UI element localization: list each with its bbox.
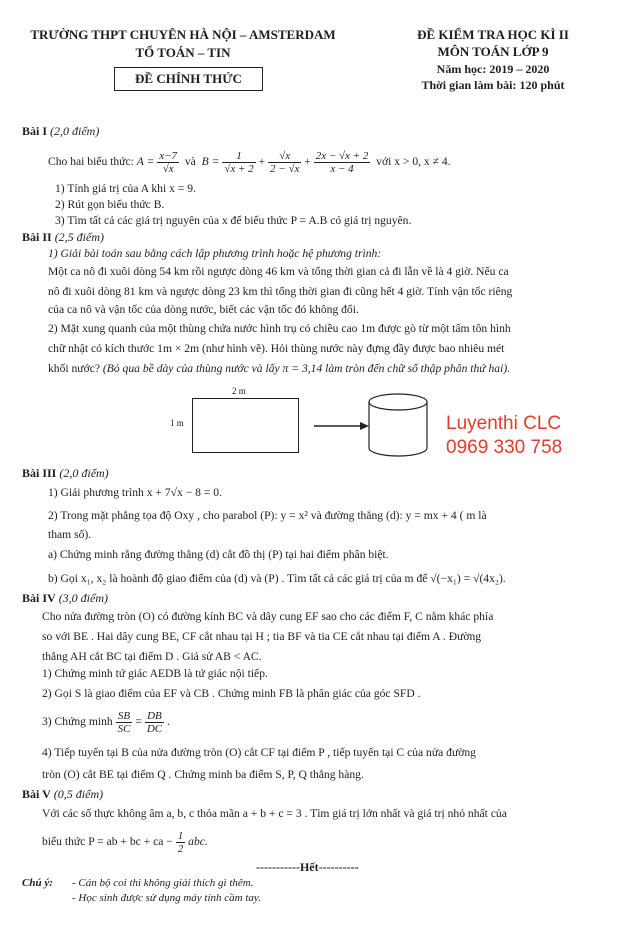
bai4-heading bbox=[22, 591, 108, 606]
sheet-rectangle bbox=[192, 398, 299, 453]
bai1-question-1: 1) Tính giá trị của A khi x = 9. bbox=[55, 182, 196, 195]
bai2-points: (2,5 điểm) bbox=[54, 230, 105, 244]
exam-duration: Thời gian làm bài: 120 phút bbox=[421, 78, 565, 92]
bai1-title: Bài I bbox=[22, 124, 48, 138]
school-name: TRƯỜNG THPT CHUYÊN HÀ NỘI – AMSTERDAM bbox=[30, 27, 336, 42]
bai3-question-2-line1: 2) Trong mặt phẳng tọa độ Oxy , cho parabol (P): y = x² và đường thẳng (d): y = mx + 4 ( m là bbox=[48, 509, 487, 522]
bai1-points: (2,0 điểm) bbox=[50, 124, 100, 138]
bai2-title: Bài II bbox=[22, 230, 52, 244]
expr-B-frac1-den: √x + 2 bbox=[224, 163, 254, 175]
note-2: - Học sinh được sử dụng máy tính cầm tay. bbox=[72, 892, 261, 904]
bai5-points: (0,5 điểm) bbox=[53, 787, 104, 801]
end-mark: -----------Hết---------- bbox=[256, 860, 359, 874]
bai4-line1: Cho nửa đường tròn (O) có đường kính BC và dây cung EF sao cho các điểm F, C nằm khác phía bbox=[42, 610, 494, 623]
note-label: Chú ý: bbox=[22, 877, 53, 889]
bai4-question-4-line1: 4) Tiếp tuyến tại B của nửa đường tròn (O) cắt CF tại điểm P , tiếp tuyến tại C của nửa đường bbox=[42, 746, 476, 759]
expr-B-frac1-num: 1 bbox=[222, 150, 255, 163]
expr-B-frac2-den: 2 − √x bbox=[270, 163, 300, 175]
ratio-SC: SC bbox=[117, 723, 131, 735]
bai5-half-den: 2 bbox=[177, 843, 184, 855]
bai3-heading bbox=[22, 466, 109, 481]
bai4-question-4-line2: tròn (O) cắt BE tại điểm Q . Chứng minh ba điểm S, P, Q thẳng hàng. bbox=[42, 768, 364, 781]
expr-A-lhs: A = bbox=[136, 155, 155, 169]
bai3-title: Bài III bbox=[22, 466, 57, 480]
bai3-question-a: a) Chứng minh rằng đường thẳng (d) cắt đồ thị (P) tại hai điểm phân biệt. bbox=[48, 548, 389, 561]
bai5-half bbox=[176, 830, 186, 855]
bai4-question-3 bbox=[42, 710, 170, 735]
bai1-question-3: 3) Tìm tất cả các giá trị nguyên của x để biểu thức P = A.B có giá trị nguyên. bbox=[55, 214, 412, 227]
bai4-question-2: 2) Gọi S là giao điểm của EF và CB . Chứng minh FB là phân giác của góc SFD . bbox=[42, 687, 421, 700]
ratio-DC: DC bbox=[146, 723, 163, 735]
expr-B-frac3 bbox=[314, 150, 371, 175]
expr-A-den: √x bbox=[162, 163, 174, 175]
school-year: Năm học: 2019 – 2020 bbox=[436, 62, 550, 76]
bai4-question-1: 1) Chứng minh tứ giác AEDB là tứ giác nội tiếp. bbox=[42, 667, 268, 680]
bai1-question-2: 2) Rút gọn biểu thức B. bbox=[55, 198, 165, 211]
bai1-heading bbox=[22, 124, 99, 139]
bai2-part1-line3: của ca nô và vận tốc của dòng nước, biết các vận tốc đó không đổi. bbox=[48, 303, 359, 316]
ratio-DB: DB bbox=[145, 710, 164, 723]
ratio-SB-SC bbox=[116, 710, 133, 735]
expr-B-frac3-num: 2x − √x + 2 bbox=[315, 150, 369, 162]
bai3-points: (2,0 điểm) bbox=[59, 466, 109, 480]
expr-A-num: x−7 bbox=[159, 150, 178, 162]
bai1-expressions: Cho hai biểu thức: A = $\frac{x-7}{√x}$ và B = $\frac{1}{√x + 2}$ + $\frac{√x}{2 - √x}$ + $\frac{2x - √x + 2}{x - 4}$ với x > 0, x ≠ 4. bbox=[48, 150, 451, 175]
cylinder-icon bbox=[366, 392, 430, 460]
bai2-part2-line2: chữ nhật có kích thước 1m × 2m (như hình vẽ). Hỏi thùng nước này đựng đầy được bao nhiêu mét bbox=[48, 342, 505, 355]
bai2-part2-question: khối nước? bbox=[48, 362, 101, 375]
expr-B-frac2-num: √x bbox=[268, 150, 301, 163]
official-label: ĐỀ CHÍNH THỨC bbox=[114, 67, 263, 91]
bai5-half-num: 1 bbox=[177, 830, 184, 842]
bai4-line3: thẳng AH cắt BC tại điểm D . Giả sử AB < AC. bbox=[42, 650, 262, 663]
bai4-title: Bài IV bbox=[22, 591, 56, 605]
bai1-intro: Cho hai biểu thức: bbox=[48, 155, 134, 169]
expr-B-frac2 bbox=[268, 150, 301, 175]
bai5-heading bbox=[22, 787, 103, 802]
ratio-SB: SB bbox=[116, 710, 133, 723]
bai2-part1-line2: nô đi xuôi dòng 81 km và ngược dòng 23 km thì tổng thời gian đi cũng hết 4 giờ. Tính vận tốc riêng bbox=[48, 285, 513, 298]
ratio-end: . bbox=[167, 715, 170, 729]
note-1: - Cán bộ coi thi không giải thích gì thêm. bbox=[72, 877, 254, 889]
figure-height-label: 1 m bbox=[170, 418, 184, 428]
bai2-part2-note: (Bỏ qua bề dày của thùng nước và lấy π = 3,14 làm tròn đến chữ số thập phân thứ hai). bbox=[102, 362, 511, 375]
bai5-line2 bbox=[42, 830, 208, 855]
bai4-q3-prefix: 3) Chứng minh bbox=[42, 715, 113, 729]
figure-width-label: 2 m bbox=[232, 386, 246, 396]
bai5-expr-prefix: biểu thức P = ab + bc + ca − bbox=[42, 835, 173, 849]
bai2-part1-heading: 1) Giải bài toán sau bằng cách lập phương trình hoặc hệ phương trình: bbox=[48, 247, 382, 260]
expr-B-frac3-den: x − 4 bbox=[330, 163, 354, 175]
arrow-icon bbox=[312, 420, 370, 432]
bai2-heading bbox=[22, 230, 104, 245]
watermark-line2: 0969 330 758 bbox=[446, 437, 563, 458]
bai1-condition: với x > 0, x ≠ 4. bbox=[376, 155, 451, 169]
expr-B-frac1 bbox=[222, 150, 255, 175]
bai3-question-2-line2: tham số). bbox=[48, 528, 92, 541]
bai2-part1-line1: Một ca nô đi xuôi dòng 54 km rồi ngược dòng 46 km và tổng thời gian cả đi lẫn về là 4 giờ. Nếu ca bbox=[48, 265, 509, 278]
and-text: và bbox=[184, 155, 196, 169]
bai4-points: (3,0 điểm) bbox=[58, 591, 109, 605]
expr-A-fraction bbox=[157, 150, 179, 175]
bai5-line1: Với các số thực không âm a, b, c thỏa mãn a + b + c = 3 . Tìm giá trị lớn nhất và giá trị nhỏ nhất của bbox=[42, 807, 507, 820]
bai2-part2-line3 bbox=[48, 361, 510, 376]
bai3-question-b: b) Gọi x₁, x₂ là hoành độ giao điểm của (d) và (P) . Tìm tất cả các giá trị của m để √(−x₁) = √(4x₂). bbox=[48, 572, 506, 585]
ratio-DB-DC bbox=[145, 710, 164, 735]
watermark-line1: Luyenthi CLC bbox=[446, 413, 562, 434]
bai3-question-1: 1) Giải phương trình x + 7√x − 8 = 0. bbox=[48, 486, 222, 499]
bai5-title: Bài V bbox=[22, 787, 51, 801]
exam-subject: MÔN TOÁN LỚP 9 bbox=[437, 44, 549, 59]
department-name: TỔ TOÁN – TIN bbox=[135, 45, 231, 60]
bai2-part2-line1: 2) Mặt xung quanh của một thùng chứa nước hình trụ có chiều cao 1m được gò từ một tấm tôn hình bbox=[48, 322, 511, 335]
bai5-expr-suffix: abc. bbox=[188, 835, 208, 849]
exam-title: ĐỀ KIỂM TRA HỌC KÌ II bbox=[417, 27, 569, 42]
ratio-equals: = bbox=[135, 715, 142, 729]
bai4-line2: so với BE . Hai dây cung BE, CF cắt nhau tại H ; tia BF và tia CE cắt nhau tại điểm A . Đường bbox=[42, 630, 482, 643]
expr-B-lhs: B = bbox=[201, 155, 220, 169]
